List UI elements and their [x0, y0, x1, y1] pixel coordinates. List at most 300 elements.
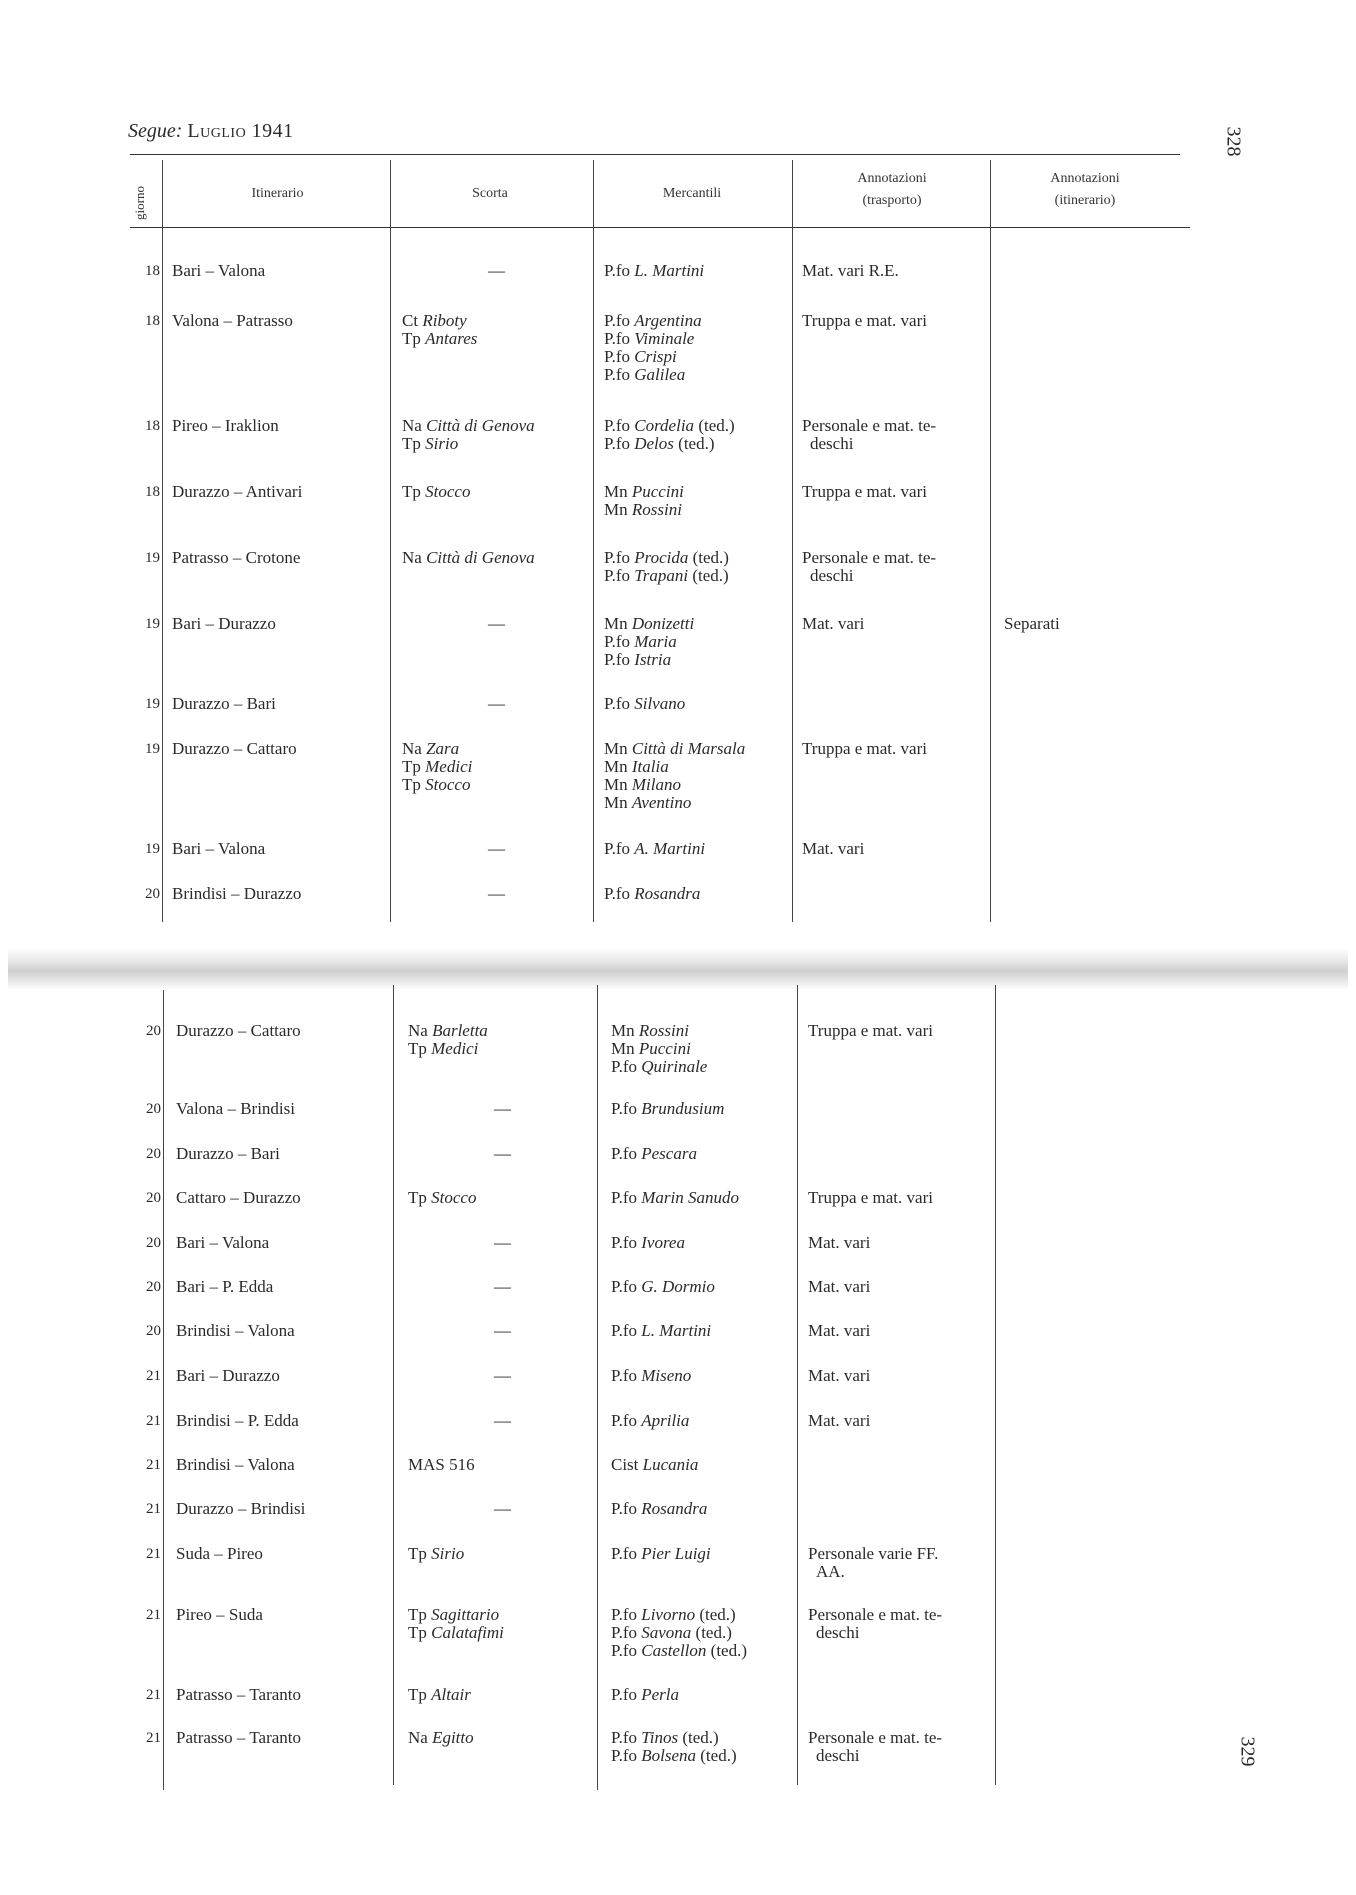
escort-ship-name: Sagittario: [431, 1605, 500, 1624]
escort: [408, 1606, 504, 1642]
merchant-ship-name: Rosandra: [641, 1499, 708, 1518]
escort-type: Tp: [408, 1039, 427, 1058]
escort-type: Na: [408, 1728, 428, 1747]
merchant-line: [611, 1022, 707, 1040]
segue-label: Segue:: [128, 120, 183, 142]
merchant-type: P.fo: [611, 1685, 637, 1704]
merchant-line: [604, 740, 745, 758]
merchant-line: [611, 1367, 691, 1385]
transport-note-line: Personale varie FF.: [808, 1544, 939, 1563]
route: Bari – Durazzo: [172, 614, 276, 633]
merchant-ship-name: Maria: [634, 632, 677, 651]
escort: [408, 1022, 488, 1058]
merchant-line: [604, 262, 704, 280]
escort-type: —: [494, 1277, 511, 1296]
merchant-line: [611, 1278, 715, 1296]
transport-note-line: Personale e mat. te-: [802, 416, 937, 435]
transport-note-line: AA.: [816, 1562, 845, 1581]
day-number: 21: [146, 1730, 161, 1746]
merchant-type: P.fo: [604, 694, 630, 713]
escort-type: Na: [402, 416, 422, 435]
annot-trasporto-line1: Annotazioni: [857, 171, 927, 186]
escort-type: Tp: [402, 775, 421, 794]
col-header-scorta: Scorta: [472, 186, 508, 201]
escort-type: —: [494, 1499, 511, 1518]
escort: [408, 1367, 511, 1385]
merchant-flag: (ted.): [700, 1746, 737, 1765]
transport-note: [802, 312, 927, 330]
escort-line: [402, 615, 505, 633]
route: Durazzo – Bari: [176, 1144, 280, 1163]
merchant-type: P.fo: [611, 1057, 637, 1076]
merchants: [604, 615, 694, 669]
transport-note: [808, 1189, 933, 1207]
transport-note: [808, 1234, 870, 1252]
escort-line: [408, 1022, 488, 1040]
merchant-ship-name: Procida: [634, 548, 689, 567]
col-header-itinerario: Itinerario: [251, 186, 304, 201]
merchants: [604, 549, 729, 585]
merchant-type: Mn: [611, 1021, 635, 1040]
header-bottom-rule: [130, 227, 1190, 228]
col-rule-1: [162, 160, 163, 922]
col-rule-b5: [995, 985, 996, 1785]
merchant-type: P.fo: [604, 347, 630, 366]
escort-ship-name: Egitto: [432, 1728, 474, 1747]
merchant-type: P.fo: [611, 1728, 637, 1747]
merchant-ship-name: Cordelia: [634, 416, 695, 435]
merchant-type: P.fo: [604, 329, 630, 348]
page-header: [128, 120, 294, 143]
escort-ship-name: Calatafimi: [431, 1623, 504, 1642]
transport-note-line: Mat. vari: [808, 1321, 871, 1340]
merchant-ship-name: Silvano: [634, 694, 686, 713]
merchant-ship-name: Italia: [631, 757, 669, 776]
merchant-type: P.fo: [604, 650, 630, 669]
escort: [402, 483, 470, 501]
day-number: 20: [146, 1146, 161, 1162]
merchant-ship-name: Viminale: [634, 329, 695, 348]
route: Valona – Patrasso: [172, 311, 293, 330]
merchant-flag: (ted.): [698, 416, 735, 435]
escort-line: [402, 330, 477, 348]
merchant-type: P.fo: [604, 632, 630, 651]
escort: [402, 549, 535, 567]
transport-note-line: Mat. vari: [808, 1411, 871, 1430]
escort-line: [408, 1412, 511, 1430]
escort: [402, 417, 535, 453]
merchant-line: [604, 501, 684, 519]
transport-note-line: Personale e mat. te-: [808, 1728, 943, 1747]
page-fold-shadow: [8, 948, 1348, 990]
day-number: 20: [146, 1323, 161, 1339]
merchant-line: [604, 695, 685, 713]
merchant-line: [611, 1040, 707, 1058]
escort: [408, 1322, 511, 1340]
transport-note: [802, 483, 927, 501]
annot-trasporto-line2: (trasporto): [862, 193, 922, 208]
merchants: [611, 1606, 747, 1660]
merchant-line: [604, 312, 702, 330]
day-number: 21: [146, 1457, 161, 1473]
escort-line: [408, 1500, 511, 1518]
transport-note-line: Mat. vari: [802, 614, 865, 633]
merchant-type: Mn: [604, 482, 628, 501]
merchant-line: [604, 758, 745, 776]
escort-type: Na: [402, 548, 422, 567]
itinerary-note: Separati: [1004, 614, 1060, 633]
escort-line: [402, 840, 505, 858]
merchant-type: P.fo: [604, 548, 630, 567]
merchant-type: P.fo: [604, 884, 630, 903]
merchant-ship-name: L. Martini: [634, 261, 705, 280]
route: Bari – Valona: [172, 261, 266, 280]
escort-type: —: [488, 839, 505, 858]
merchant-line: [604, 330, 702, 348]
route: Bari – Durazzo: [176, 1366, 280, 1385]
merchants: [604, 840, 705, 858]
escort-type: Tp: [408, 1605, 427, 1624]
day-number: 19: [145, 696, 160, 712]
merchant-ship-name: Quirinale: [641, 1057, 708, 1076]
escort-type: —: [488, 261, 505, 280]
escort-ship-name: Sirio: [425, 434, 459, 453]
merchants: [604, 262, 704, 280]
merchant-ship-name: Rossini: [631, 500, 682, 519]
merchant-ship-name: Tinos: [641, 1728, 679, 1747]
escort-line: [408, 1234, 511, 1252]
merchant-line: [604, 885, 700, 903]
escort-ship-name: Città di Genova: [426, 548, 535, 567]
route: Durazzo – Brindisi: [176, 1499, 306, 1518]
day-number: 18: [145, 263, 160, 279]
merchant-line: [604, 348, 702, 366]
day-number: 20: [146, 1023, 161, 1039]
escort-line: [408, 1686, 471, 1704]
transport-note-line: Personale e mat. te-: [802, 548, 937, 567]
transport-note: [808, 1367, 870, 1385]
merchants: [611, 1322, 711, 1340]
escort: [408, 1234, 511, 1252]
escort-type: Tp: [408, 1188, 427, 1207]
merchant-ship-name: L. Martini: [641, 1321, 712, 1340]
merchant-flag: (ted.): [695, 1623, 732, 1642]
escort-type: —: [494, 1099, 511, 1118]
transport-note: [802, 840, 864, 858]
merchant-type: P.fo: [611, 1277, 637, 1296]
escort-line: [402, 758, 472, 776]
col-rule-2: [390, 160, 391, 922]
merchant-flag: (ted.): [699, 1605, 736, 1624]
merchant-line: [611, 1145, 697, 1163]
merchants: [611, 1500, 707, 1518]
merchant-ship-name: Donizetti: [631, 614, 695, 633]
day-number: 18: [145, 313, 160, 329]
merchant-line: [604, 651, 694, 669]
merchant-ship-name: Istria: [634, 650, 672, 669]
escort: [402, 615, 505, 633]
col-rule-b3: [597, 985, 598, 1790]
escort: [402, 885, 505, 903]
merchant-type: P.fo: [611, 1605, 637, 1624]
escort-line: [408, 1145, 511, 1163]
merchants: [611, 1022, 707, 1076]
merchant-flag: (ted.): [678, 434, 715, 453]
merchant-ship-name: Puccini: [638, 1039, 691, 1058]
day-number: 21: [146, 1546, 161, 1562]
col-header-annotazioni-itinerario: [995, 168, 1175, 212]
merchant-type: P.fo: [604, 434, 630, 453]
merchant-type: P.fo: [611, 1623, 637, 1642]
day-number: 18: [145, 418, 160, 434]
merchant-type: P.fo: [611, 1144, 637, 1163]
page-number-bottom: 329: [1236, 1736, 1259, 1767]
merchant-line: [611, 1412, 689, 1430]
col-rule-4: [792, 160, 793, 922]
merchant-ship-name: Perla: [641, 1685, 680, 1704]
merchant-type: Mn: [604, 757, 628, 776]
merchant-line: [611, 1234, 685, 1252]
transport-note: [808, 1545, 938, 1581]
escort-type: Na: [402, 739, 422, 758]
route: Patrasso – Crotone: [172, 548, 301, 567]
route: Bari – P. Edda: [176, 1277, 274, 1296]
merchant-ship-name: Delos: [634, 434, 674, 453]
merchant-line: [604, 483, 684, 501]
merchant-ship-name: Trapani: [634, 566, 689, 585]
escort: [408, 1100, 511, 1118]
merchant-ship-name: Castellon: [641, 1641, 707, 1660]
escort-line: [408, 1456, 475, 1474]
route: Brindisi – Valona: [176, 1321, 295, 1340]
escort: [402, 262, 505, 280]
merchants: [604, 312, 702, 384]
merchant-type: Mn: [611, 1039, 635, 1058]
escort-ship-name: Stocco: [425, 775, 471, 794]
route: Bari – Valona: [176, 1233, 270, 1252]
merchant-flag: (ted.): [692, 566, 729, 585]
escort-type: MAS 516: [408, 1455, 475, 1474]
merchant-line: [604, 776, 745, 794]
transport-note-line: Mat. vari: [802, 839, 865, 858]
col-rule-5: [990, 160, 991, 922]
transport-note: [808, 1606, 942, 1642]
merchant-line: [604, 435, 735, 453]
merchants: [611, 1100, 724, 1118]
transport-note: [802, 549, 936, 585]
transport-note-line: deschi: [816, 1623, 860, 1642]
escort-type: —: [494, 1366, 511, 1385]
escort-type: Tp: [402, 329, 421, 348]
merchants: [604, 740, 745, 812]
route: Brindisi – Durazzo: [172, 884, 302, 903]
merchant-ship-name: Città di Marsala: [631, 739, 746, 758]
merchant-line: [604, 366, 702, 384]
col-rule-3: [593, 160, 594, 922]
transport-note: [802, 740, 927, 758]
merchant-line: [611, 1500, 707, 1518]
transport-note-line: Truppa e mat. vari: [808, 1188, 933, 1207]
day-number: 21: [146, 1413, 161, 1429]
merchant-flag: (ted.): [710, 1641, 747, 1660]
transport-note-line: Mat. vari R.E.: [802, 261, 899, 280]
escort-line: [408, 1545, 464, 1563]
transport-note-line: Truppa e mat. vari: [802, 311, 927, 330]
merchants: [611, 1278, 715, 1296]
merchant-line: [604, 549, 729, 567]
merchant-ship-name: Lucania: [642, 1455, 699, 1474]
annot-itinerario-line2: (itinerario): [1054, 193, 1116, 208]
route: Patrasso – Taranto: [176, 1728, 302, 1747]
escort-ship-name: Altair: [431, 1685, 471, 1704]
transport-note: [802, 262, 899, 280]
escort-type: Tp: [402, 757, 421, 776]
escort-line: [402, 435, 535, 453]
merchants: [604, 483, 684, 519]
merchant-line: [611, 1058, 707, 1076]
merchant-type: Mn: [604, 739, 628, 758]
escort-type: Na: [408, 1021, 428, 1040]
merchant-type: P.fo: [611, 1321, 637, 1340]
col-header-giorno: giorno: [132, 186, 147, 220]
col-rule-b1: [163, 990, 164, 1790]
col-rule-b2: [393, 985, 394, 1785]
table-top-rule: [130, 154, 1180, 155]
merchant-ship-name: Livorno: [641, 1605, 696, 1624]
transport-note-line: Truppa e mat. vari: [802, 739, 927, 758]
day-number: 20: [146, 1101, 161, 1117]
escort-line: [402, 417, 535, 435]
merchant-ship-name: Milano: [631, 775, 681, 794]
transport-note: [808, 1278, 870, 1296]
merchant-ship-name: Brundusium: [641, 1099, 725, 1118]
escort: [402, 312, 477, 348]
escort-type: —: [494, 1411, 511, 1430]
merchant-flag: (ted.): [692, 548, 729, 567]
merchant-ship-name: Miseno: [641, 1366, 692, 1385]
merchants: [611, 1412, 689, 1430]
escort: [408, 1145, 511, 1163]
escort-line: [408, 1367, 511, 1385]
day-number: 21: [146, 1501, 161, 1517]
merchant-type: P.fo: [611, 1366, 637, 1385]
escort-line: [408, 1606, 504, 1624]
merchant-type: P.fo: [611, 1233, 637, 1252]
merchant-type: P.fo: [604, 365, 630, 384]
merchant-line: [604, 633, 694, 651]
route: Brindisi – P. Edda: [176, 1411, 299, 1430]
merchants: [611, 1234, 685, 1252]
route: Valona – Brindisi: [176, 1099, 295, 1118]
merchants: [611, 1729, 737, 1765]
merchant-type: P.fo: [604, 566, 630, 585]
transport-note-line: Mat. vari: [808, 1233, 871, 1252]
escort-line: [402, 549, 535, 567]
merchant-type: P.fo: [604, 311, 630, 330]
escort-line: [408, 1729, 474, 1747]
escort-type: —: [494, 1144, 511, 1163]
transport-note-line: Mat. vari: [808, 1277, 871, 1296]
escort-line: [408, 1189, 476, 1207]
route: Durazzo – Cattaro: [172, 739, 297, 758]
merchant-ship-name: Bolsena: [641, 1746, 697, 1765]
transport-note: [808, 1729, 942, 1765]
merchant-line: [611, 1322, 711, 1340]
merchant-ship-name: Galilea: [634, 365, 686, 384]
merchant-type: P.fo: [611, 1746, 637, 1765]
escort-ship-name: Barletta: [432, 1021, 488, 1040]
merchant-line: [611, 1624, 747, 1642]
escort-type: —: [494, 1233, 511, 1252]
merchant-flag: (ted.): [682, 1728, 719, 1747]
day-number: 19: [145, 741, 160, 757]
merchant-type: Cist: [611, 1455, 639, 1474]
merchant-ship-name: Rossini: [638, 1021, 689, 1040]
merchant-ship-name: Marin Sanudo: [641, 1188, 739, 1207]
escort: [408, 1500, 511, 1518]
merchants: [611, 1189, 739, 1207]
day-number: 20: [146, 1190, 161, 1206]
merchants: [611, 1456, 698, 1474]
merchant-type: P.fo: [611, 1411, 637, 1430]
escort-ship-name: Medici: [431, 1039, 479, 1058]
transport-note: [802, 615, 864, 633]
merchant-line: [611, 1747, 737, 1765]
escort-ship-name: Medici: [425, 757, 473, 776]
escort: [408, 1545, 464, 1563]
col-rule-b4: [797, 985, 798, 1785]
col-header-annotazioni-trasporto: [792, 168, 992, 212]
route: Durazzo – Bari: [172, 694, 276, 713]
escort-type: Tp: [402, 482, 421, 501]
escort: [408, 1686, 471, 1704]
merchant-ship-name: Pescara: [641, 1144, 697, 1163]
merchant-type: P.fo: [611, 1188, 637, 1207]
merchant-ship-name: Savona: [641, 1623, 692, 1642]
escort-line: [408, 1040, 488, 1058]
escort-ship-name: Sirio: [431, 1544, 465, 1563]
merchant-line: [611, 1545, 711, 1563]
transport-note-line: deschi: [810, 566, 854, 585]
escort-type: Tp: [408, 1685, 427, 1704]
merchant-ship-name: Aprilia: [641, 1411, 690, 1430]
day-number: 19: [145, 841, 160, 857]
month-title: Luglio 1941: [187, 120, 294, 142]
merchant-type: Mn: [604, 500, 628, 519]
escort: [408, 1189, 476, 1207]
route: Durazzo – Cattaro: [176, 1021, 301, 1040]
day-number: 19: [145, 616, 160, 632]
escort-type: —: [488, 614, 505, 633]
merchant-type: Mn: [604, 775, 628, 794]
escort: [408, 1278, 511, 1296]
escort-line: [408, 1322, 511, 1340]
escort-ship-name: Antares: [425, 329, 478, 348]
transport-note: [808, 1022, 933, 1040]
merchant-line: [611, 1606, 747, 1624]
escort-line: [408, 1100, 511, 1118]
merchant-ship-name: G. Dormio: [641, 1277, 715, 1296]
day-number: 21: [146, 1687, 161, 1703]
merchant-line: [611, 1642, 747, 1660]
merchant-line: [604, 567, 729, 585]
merchant-type: P.fo: [604, 261, 630, 280]
merchants: [604, 695, 685, 713]
merchant-ship-name: Rosandra: [634, 884, 701, 903]
escort-ship-name: Riboty: [422, 311, 467, 330]
escort-ship-name: Stocco: [425, 482, 471, 501]
escort-ship-name: Stocco: [431, 1188, 477, 1207]
